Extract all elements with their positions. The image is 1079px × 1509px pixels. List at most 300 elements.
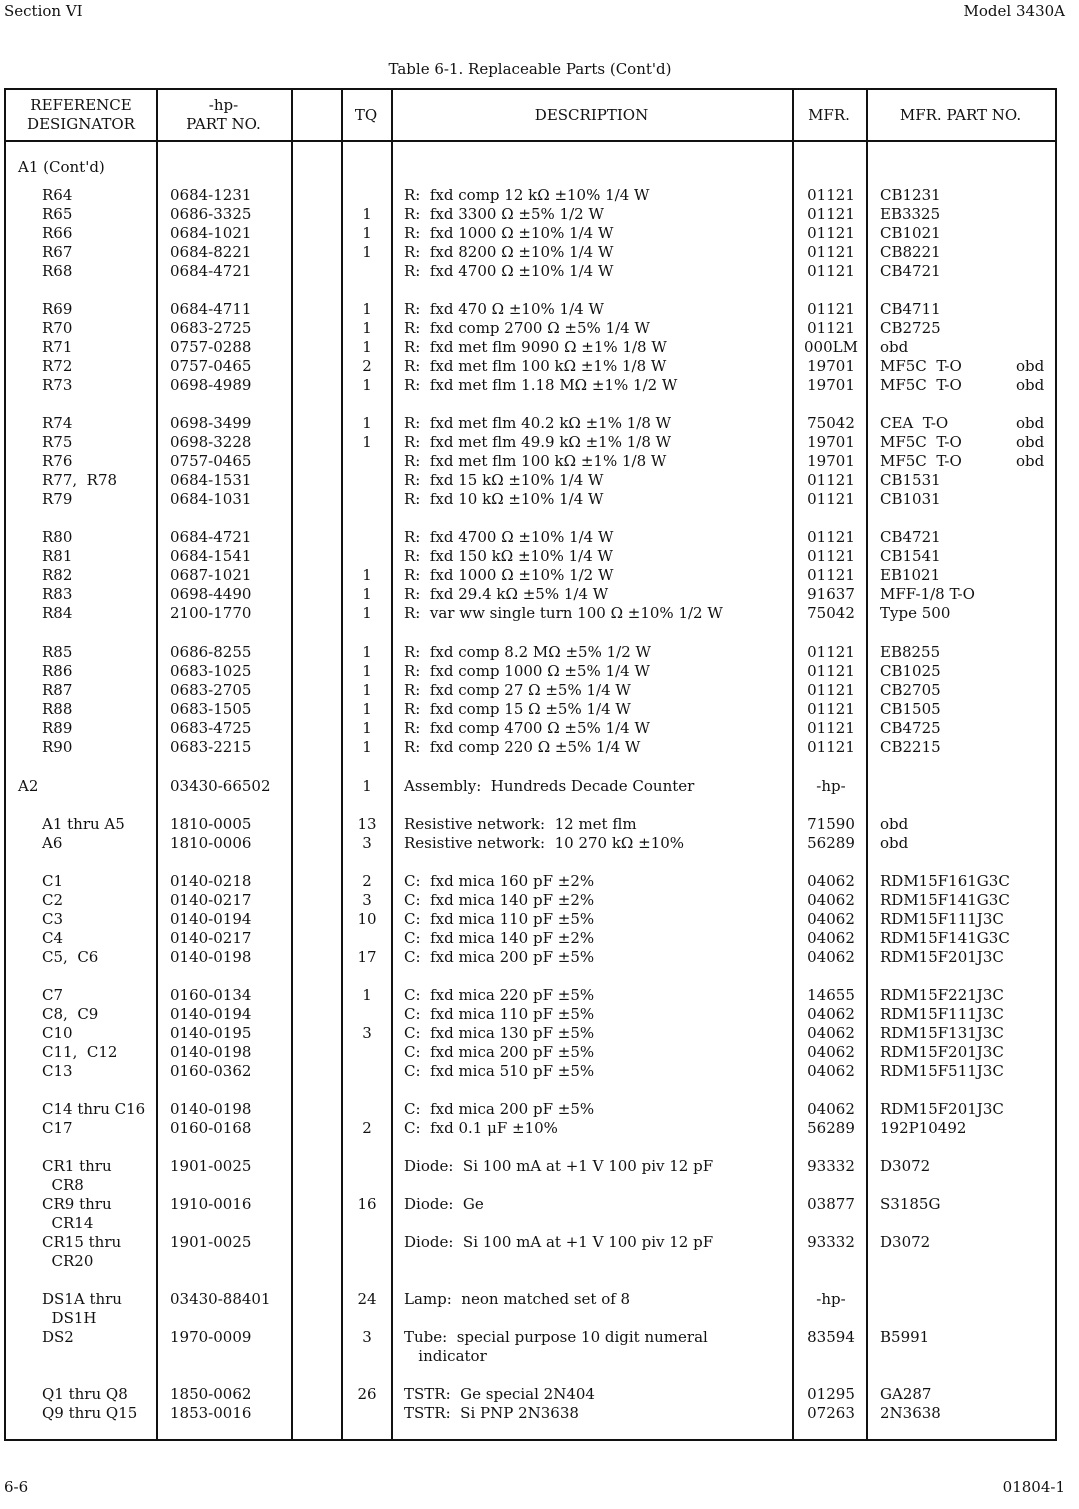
tq-cell: 2 (362, 357, 372, 375)
table-row (6, 1119, 1055, 1138)
page-number: 6-6 (4, 1478, 29, 1496)
part-number-cell: 0140-0194 (170, 1005, 252, 1023)
part-number-cell: 0160-0362 (170, 1062, 252, 1080)
mfr-cell: 03877 (807, 1195, 855, 1213)
description-cell: R: fxd comp 1000 Ω ±5% 1/4 W (404, 662, 650, 680)
mfr-cell: 91637 (807, 585, 855, 603)
mfr-cell: 83594 (807, 1328, 855, 1346)
ref-cell: R72 (42, 357, 73, 375)
mfr-cell: 04062 (807, 891, 855, 909)
tq-cell: 1 (362, 205, 372, 223)
mfr-part-cell: CB1505 (880, 700, 941, 718)
table-row (6, 815, 1055, 834)
part-number-cell: 1901-0025 (170, 1157, 252, 1175)
table-row (6, 205, 1055, 224)
mfr-part-cell: CB1021 (880, 224, 941, 242)
ref-cell: R65 (42, 205, 73, 223)
mfr-part-cell: MF5C T-O (880, 452, 962, 470)
table-row (6, 1100, 1055, 1119)
table-row (6, 585, 1055, 604)
table-row (6, 490, 1055, 509)
mfr-cell: 04062 (807, 872, 855, 890)
mfr-cell: 01121 (807, 528, 855, 546)
description-cell: C: fxd mica 200 pF ±5% (404, 1043, 595, 1061)
tq-cell: 2 (362, 1119, 372, 1137)
part-number-cell: 0683-4725 (170, 719, 252, 737)
tq-cell: 1 (362, 738, 372, 756)
ref-cell: R76 (42, 452, 73, 470)
mfr-cell: 71590 (807, 815, 855, 833)
mfr-part-cell: D3072 (880, 1157, 931, 1175)
mfr-part-cell: CB1025 (880, 662, 941, 680)
description-cell: R: fxd 29.4 kΩ ±5% 1/4 W (404, 585, 609, 603)
mfr-part-cell: EB3325 (880, 205, 941, 223)
mfr-part-cell: 2N3638 (880, 1404, 941, 1422)
tq-cell: 1 (362, 719, 372, 737)
mfr-part-cell: EB1021 (880, 566, 941, 584)
description-cell: Resistive network: 12 met flm (404, 815, 637, 833)
mfr-part-cell: CB8221 (880, 243, 941, 261)
table-row (6, 357, 1055, 376)
description-cell: R: fxd 3300 Ω ±5% 1/2 W (404, 205, 604, 223)
ref-cell: R83 (42, 585, 73, 603)
description-cell: R: fxd 150 kΩ ±10% 1/4 W (404, 547, 613, 565)
part-number-cell: 0140-0195 (170, 1024, 252, 1042)
tq-cell: 13 (357, 815, 377, 833)
description-cell: Lamp: neon matched set of 8 (404, 1290, 631, 1308)
description-cell: C: fxd mica 510 pF ±5% (404, 1062, 595, 1080)
mfr-cell: 07263 (807, 1404, 855, 1422)
part-number-cell: 0686-8255 (170, 643, 252, 661)
tq-cell: 1 (362, 319, 372, 337)
tq-cell: 24 (357, 1290, 377, 1308)
part-number-cell: 0757-0465 (170, 452, 252, 470)
header-part-line2: PART NO. (186, 115, 261, 133)
table-row (6, 1385, 1055, 1404)
ref-cell: C2 (42, 891, 64, 909)
ref-cell: C8, C9 (42, 1005, 99, 1023)
ref-cell: R68 (42, 262, 73, 280)
mfr-cell: 01121 (807, 643, 855, 661)
description-cell: TSTR: Ge special 2N404 (404, 1385, 595, 1403)
tq-cell: 1 (362, 585, 372, 603)
part-number-cell: 0683-1025 (170, 662, 252, 680)
description-cell: C: fxd mica 130 pF ±5% (404, 1024, 595, 1042)
mfr-cell: 19701 (807, 452, 855, 470)
table-row (6, 1252, 1055, 1271)
part-number-cell: 1810-0005 (170, 815, 252, 833)
mfr-part-note-cell: obd (1016, 376, 1045, 394)
mfr-cell: 01121 (807, 319, 855, 337)
ref-cell: R67 (42, 243, 73, 261)
ref-cell: A1 (Cont'd) (18, 158, 105, 176)
ref-cell: C1 (42, 872, 64, 890)
table-row (6, 338, 1055, 357)
tq-cell: 1 (362, 224, 372, 242)
description-cell: R: var ww single turn 100 Ω ±10% 1/2 W (404, 604, 723, 622)
table-row (6, 719, 1055, 738)
mfr-part-cell: obd (880, 338, 909, 356)
mfr-part-cell: D3072 (880, 1233, 931, 1251)
description-cell: R: fxd met flm 100 kΩ ±1% 1/8 W (404, 357, 667, 375)
mfr-cell: 19701 (807, 433, 855, 451)
mfr-part-cell: CB1031 (880, 490, 941, 508)
mfr-cell: 01121 (807, 300, 855, 318)
table-row (6, 777, 1055, 796)
part-number-cell: 0683-1505 (170, 700, 252, 718)
table-row (6, 1176, 1055, 1195)
mfr-cell: 19701 (807, 357, 855, 375)
ref-cell: R87 (42, 681, 73, 699)
description-cell: R: fxd 4700 Ω ±10% 1/4 W (404, 528, 614, 546)
ref-cell: C4 (42, 929, 64, 947)
mfr-cell: 01121 (807, 547, 855, 565)
ref-cell: R69 (42, 300, 73, 318)
table-row (6, 262, 1055, 281)
mfr-part-cell: RDM15F161G3C (880, 872, 1010, 890)
ref-cell: R88 (42, 700, 73, 718)
mfr-cell: 04062 (807, 948, 855, 966)
part-number-cell: 0684-1541 (170, 547, 252, 565)
mfr-cell: 000LM (804, 338, 858, 356)
table-row (6, 1214, 1055, 1233)
part-number-cell: 0140-0217 (170, 929, 252, 947)
ref-cell: R80 (42, 528, 73, 546)
table-row (6, 700, 1055, 719)
table-row (6, 471, 1055, 490)
description-cell: R: fxd 1000 Ω ±10% 1/2 W (404, 566, 614, 584)
mfr-cell: 01121 (807, 662, 855, 680)
ref-cell: A1 thru A5 (42, 815, 125, 833)
table-row (6, 376, 1055, 395)
mfr-part-note-cell: obd (1016, 433, 1045, 451)
description-cell: R: fxd comp 220 Ω ±5% 1/4 W (404, 738, 641, 756)
part-number-cell: 0683-2705 (170, 681, 252, 699)
table-row (6, 604, 1055, 623)
ref-cell: DS1H (42, 1309, 97, 1327)
description-cell: R: fxd met flm 49.9 kΩ ±1% 1/8 W (404, 433, 672, 451)
tq-cell: 1 (362, 376, 372, 394)
mfr-cell: 01121 (807, 186, 855, 204)
ref-cell: R81 (42, 547, 73, 565)
mfr-cell: 93332 (807, 1157, 855, 1175)
description-cell: C: fxd mica 200 pF ±5% (404, 1100, 595, 1118)
tq-cell: 17 (357, 948, 377, 966)
part-number-cell: 0686-3325 (170, 205, 252, 223)
part-number-cell: 0698-4490 (170, 585, 252, 603)
part-number-cell: 0140-0218 (170, 872, 252, 890)
mfr-cell: 01121 (807, 490, 855, 508)
part-number-cell: 1853-0016 (170, 1404, 252, 1422)
mfr-cell: 19701 (807, 376, 855, 394)
mfr-part-cell: RDM15F511J3C (880, 1062, 1004, 1080)
table-row (6, 1233, 1055, 1252)
mfr-cell: 01121 (807, 243, 855, 261)
tq-cell: 1 (362, 986, 372, 1004)
mfr-cell: 01295 (807, 1385, 855, 1403)
table-row (6, 186, 1055, 205)
mfr-part-cell: obd (880, 834, 909, 852)
tq-cell: 1 (362, 338, 372, 356)
part-number-cell: 1901-0025 (170, 1233, 252, 1251)
mfr-cell: 01121 (807, 205, 855, 223)
description-cell: R: fxd comp 8.2 MΩ ±5% 1/2 W (404, 643, 651, 661)
mfr-cell: 01121 (807, 738, 855, 756)
description-cell: R: fxd 10 kΩ ±10% 1/4 W (404, 490, 604, 508)
ref-cell: A2 (18, 777, 39, 795)
ref-cell: R71 (42, 338, 73, 356)
header-mfr-part: MFR. PART NO. (899, 105, 1022, 124)
table-row (6, 1024, 1055, 1043)
ref-cell: Q9 thru Q15 (42, 1404, 138, 1422)
ref-cell: R77, R78 (42, 471, 118, 489)
table-row (6, 1005, 1055, 1024)
mfr-cell: 56289 (807, 834, 855, 852)
mfr-cell: 75042 (807, 414, 855, 432)
description-cell: R: fxd comp 27 Ω ±5% 1/4 W (404, 681, 631, 699)
ref-cell: DS1A thru (42, 1290, 122, 1308)
mfr-part-cell: CB2215 (880, 738, 941, 756)
tq-cell: 1 (362, 243, 372, 261)
description-cell: Assembly: Hundreds Decade Counter (404, 777, 695, 795)
tq-cell: 1 (362, 643, 372, 661)
table-row (6, 528, 1055, 547)
part-number-cell: 1850-0062 (170, 1385, 252, 1403)
tq-cell: 1 (362, 681, 372, 699)
mfr-part-note-cell: obd (1016, 414, 1045, 432)
part-number-cell: 0684-1031 (170, 490, 252, 508)
table-row (6, 1404, 1055, 1423)
mfr-cell: 14655 (807, 986, 855, 1004)
ref-cell: C7 (42, 986, 64, 1004)
ref-cell: CR1 thru (42, 1157, 112, 1175)
mfr-part-cell: MFF-1/8 T-O (880, 585, 975, 603)
table-title: Table 6-1. Replaceable Parts (Cont'd) (388, 60, 672, 78)
tq-cell: 1 (362, 300, 372, 318)
ref-cell: R89 (42, 719, 73, 737)
table-row (6, 1062, 1055, 1081)
mfr-cell: 01121 (807, 471, 855, 489)
description-cell: Diode: Ge (404, 1195, 484, 1213)
ref-cell: R82 (42, 566, 73, 584)
mfr-part-cell: CB4721 (880, 528, 941, 546)
mfr-cell: 04062 (807, 1043, 855, 1061)
tq-cell: 1 (362, 566, 372, 584)
description-cell: C: fxd mica 110 pF ±5% (404, 910, 595, 928)
description-cell: R: fxd met flm 9090 Ω ±1% 1/8 W (404, 338, 667, 356)
mfr-part-note-cell: obd (1016, 452, 1045, 470)
table-row (6, 414, 1055, 433)
ref-cell: R75 (42, 433, 73, 451)
description-cell: R: fxd comp 4700 Ω ±5% 1/4 W (404, 719, 650, 737)
part-number-cell: 0683-2215 (170, 738, 252, 756)
tq-cell: 1 (362, 414, 372, 432)
ref-cell: CR15 thru (42, 1233, 122, 1251)
part-number-cell: 03430-88401 (170, 1290, 271, 1308)
mfr-part-cell: CEA T-O (880, 414, 949, 432)
mfr-cell: 04062 (807, 1100, 855, 1118)
tq-cell: 1 (362, 662, 372, 680)
part-number-cell: 0684-1231 (170, 186, 252, 204)
mfr-part-cell: CB4721 (880, 262, 941, 280)
mfr-part-cell: MF5C T-O (880, 433, 962, 451)
mfr-part-cell: CB4711 (880, 300, 941, 318)
table-row (6, 1195, 1055, 1214)
header-tq: TQ (354, 105, 378, 124)
section-header: Section VI (4, 2, 83, 20)
mfr-part-cell: S3185G (880, 1195, 941, 1213)
mfr-part-cell: 192P10492 (880, 1119, 967, 1137)
mfr-part-cell: CB1531 (880, 471, 941, 489)
model-header: Model 3430A (963, 2, 1065, 20)
ref-cell: A6 (42, 834, 63, 852)
table-row (6, 986, 1055, 1005)
mfr-cell: 04062 (807, 1062, 855, 1080)
table-row (6, 681, 1055, 700)
header-divider (6, 140, 1055, 142)
header-ref-line1: REFERENCE (30, 96, 132, 114)
mfr-part-cell: CB1231 (880, 186, 941, 204)
header-ref-line2: DESIGNATOR (27, 115, 135, 133)
ref-cell: C13 (42, 1062, 73, 1080)
table-row (6, 452, 1055, 471)
part-number-cell: 0140-0198 (170, 948, 252, 966)
description-cell: Resistive network: 10 270 kΩ ±10% (404, 834, 685, 852)
description-cell: C: fxd mica 140 pF ±2% (404, 929, 595, 947)
mfr-cell: 01121 (807, 262, 855, 280)
table-row (6, 891, 1055, 910)
part-number-cell: 1810-0006 (170, 834, 252, 852)
header-mfr: MFR. (808, 105, 850, 124)
description-cell: Tube: special purpose 10 digit numeral (404, 1328, 708, 1346)
part-number-cell: 03430-66502 (170, 777, 271, 795)
mfr-part-cell: RDM15F131J3C (880, 1024, 1004, 1042)
mfr-part-cell: CB2705 (880, 681, 941, 699)
table-row (6, 433, 1055, 452)
ref-cell: Q1 thru Q8 (42, 1385, 128, 1403)
ref-cell: R74 (42, 414, 73, 432)
mfr-part-cell: B5991 (880, 1328, 930, 1346)
table-row (6, 1157, 1055, 1176)
part-number-cell: 1910-0016 (170, 1195, 252, 1213)
part-number-cell: 0684-8221 (170, 243, 252, 261)
mfr-part-cell: RDM15F201J3C (880, 1043, 1004, 1061)
description-cell: R: fxd comp 2700 Ω ±5% 1/4 W (404, 319, 650, 337)
table-row (6, 738, 1055, 757)
part-number-cell: 0160-0134 (170, 986, 252, 1004)
ref-cell: C3 (42, 910, 64, 928)
part-number-cell: 0684-1021 (170, 224, 252, 242)
ref-cell: CR8 (42, 1176, 84, 1194)
tq-cell: 10 (357, 910, 377, 928)
ref-cell: CR9 thru (42, 1195, 112, 1213)
tq-cell: 1 (362, 604, 372, 622)
table-row (6, 1347, 1055, 1366)
part-number-cell: 0684-4721 (170, 262, 252, 280)
mfr-part-cell: CB1541 (880, 547, 941, 565)
tq-cell: 3 (362, 1024, 372, 1042)
description-cell: C: fxd mica 200 pF ±5% (404, 948, 595, 966)
mfr-part-cell: RDM15F201J3C (880, 948, 1004, 966)
mfr-cell: -hp- (816, 777, 846, 795)
table-row (6, 662, 1055, 681)
table-row (6, 319, 1055, 338)
mfr-part-cell: MF5C T-O (880, 376, 962, 394)
table-row (6, 643, 1055, 662)
part-number-cell: 0684-1531 (170, 471, 252, 489)
part-number-cell: 0757-0288 (170, 338, 252, 356)
ref-cell: CR14 (42, 1214, 94, 1232)
part-number-cell: 0140-0217 (170, 891, 252, 909)
tq-cell: 3 (362, 1328, 372, 1346)
table-row (6, 547, 1055, 566)
table-row (6, 300, 1055, 319)
description-cell: Diode: Si 100 mA at +1 V 100 piv 12 pF (404, 1233, 714, 1251)
description-cell: C: fxd mica 140 pF ±2% (404, 891, 595, 909)
table-row (6, 929, 1055, 948)
mfr-cell: 01121 (807, 224, 855, 242)
description-cell: C: fxd 0.1 μF ±10% (404, 1119, 558, 1137)
table-row (6, 158, 1055, 177)
part-number-cell: 0684-4721 (170, 528, 252, 546)
header-description: DESCRIPTION (534, 105, 649, 124)
description-cell: Diode: Si 100 mA at +1 V 100 piv 12 pF (404, 1157, 714, 1175)
header-ref (6, 90, 156, 140)
mfr-cell: 93332 (807, 1233, 855, 1251)
ref-cell: C14 thru C16 (42, 1100, 146, 1118)
tq-cell: 16 (357, 1195, 377, 1213)
ref-cell: R85 (42, 643, 73, 661)
table-row (6, 910, 1055, 929)
mfr-part-cell: RDM15F201J3C (880, 1100, 1004, 1118)
mfr-cell: 75042 (807, 604, 855, 622)
mfr-part-cell: EB8255 (880, 643, 941, 661)
ref-cell: R84 (42, 604, 73, 622)
description-cell: R: fxd 8200 Ω ±10% 1/4 W (404, 243, 614, 261)
description-cell: R: fxd 15 kΩ ±10% 1/4 W (404, 471, 604, 489)
table-row (6, 1309, 1055, 1328)
part-number-cell: 0687-1021 (170, 566, 252, 584)
mfr-cell: 01121 (807, 700, 855, 718)
tq-cell: 26 (357, 1385, 377, 1403)
header-part-line1: -hp- (208, 96, 239, 114)
description-cell: indicator (404, 1347, 487, 1365)
mfr-part-cell: RDM15F111J3C (880, 1005, 1004, 1023)
ref-cell: C10 (42, 1024, 73, 1042)
mfr-part-cell: RDM15F111J3C (880, 910, 1004, 928)
description-cell: R: fxd met flm 40.2 kΩ ±1% 1/8 W (404, 414, 672, 432)
header-part (156, 90, 291, 140)
table-row (6, 1043, 1055, 1062)
description-cell: C: fxd mica 160 pF ±2% (404, 872, 595, 890)
table-row (6, 566, 1055, 585)
table-row (6, 224, 1055, 243)
mfr-part-cell: CB2725 (880, 319, 941, 337)
table-row (6, 1290, 1055, 1309)
ref-cell: R66 (42, 224, 73, 242)
part-number-cell: 0698-4989 (170, 376, 252, 394)
tq-cell: 3 (362, 834, 372, 852)
ref-cell: C5, C6 (42, 948, 99, 966)
part-number-cell: 2100-1770 (170, 604, 252, 622)
mfr-part-cell: obd (880, 815, 909, 833)
mfr-part-cell: GA287 (880, 1385, 932, 1403)
part-number-cell: 0757-0465 (170, 357, 252, 375)
tq-cell: 1 (362, 433, 372, 451)
part-number-cell: 0698-3228 (170, 433, 252, 451)
description-cell: C: fxd mica 220 pF ±5% (404, 986, 595, 1004)
mfr-cell: 04062 (807, 929, 855, 947)
